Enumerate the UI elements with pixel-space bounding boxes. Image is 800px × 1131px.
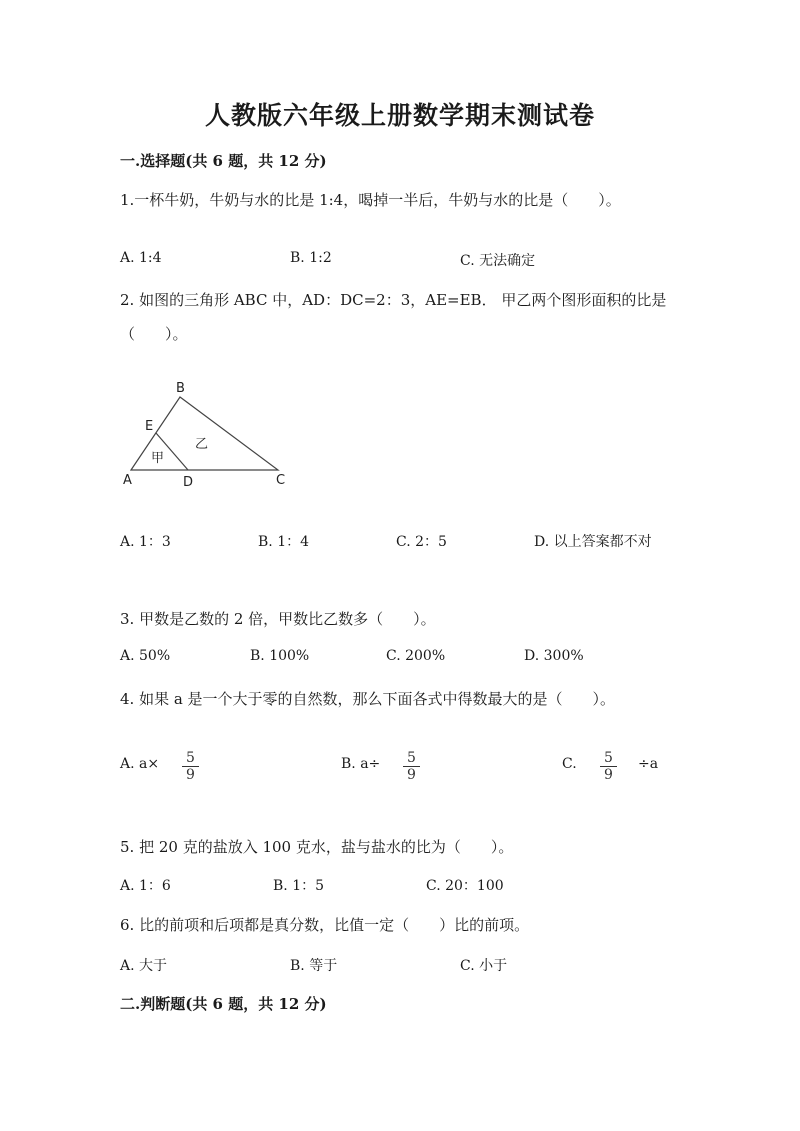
- section-heading-choice: 一.选择题(共 6 题，共 12 分): [120, 152, 327, 170]
- label-d: D: [183, 475, 194, 490]
- page-title: 人教版六年级上册数学期末测试卷: [204, 101, 595, 130]
- question-4-option-c-suffix: ÷a: [638, 756, 659, 772]
- question-6-option-c: C. 小于: [460, 958, 508, 974]
- question-5-option-a: A. 1：6: [120, 878, 171, 894]
- triangle-figure: [115, 372, 300, 492]
- question-3-option-d: D. 300%: [524, 648, 584, 664]
- question-6-option-a: A. 大于: [120, 958, 168, 974]
- question-5-option-c: C. 20：100: [426, 878, 504, 894]
- question-1-option-b: B. 1:2: [290, 250, 332, 266]
- question-4-option-a-prefix: A. a×: [120, 756, 160, 772]
- question-1-text: 1.一杯牛奶，牛奶与水的比是 1:4，喝掉一半后，牛奶与水的比是（ ）。: [120, 191, 621, 209]
- question-3-text: 3. 甲数是乙数的 2 倍，甲数比乙数多（ ）。: [120, 610, 436, 628]
- question-4-text: 4. 如果 a 是一个大于零的自然数，那么下面各式中得数最大的是（ ）。: [120, 690, 616, 708]
- label-e: E: [145, 419, 154, 434]
- label-yi: 乙: [195, 437, 209, 452]
- fraction-numerator: 5: [600, 750, 617, 767]
- question-3-option-a: A. 50%: [120, 648, 171, 664]
- question-4-option-b-prefix: B. a÷: [341, 756, 381, 772]
- label-c: C: [276, 473, 286, 488]
- fraction-denominator: 9: [407, 767, 416, 783]
- question-3-option-b: B. 100%: [250, 648, 310, 664]
- question-1-option-a: A. 1:4: [120, 250, 162, 266]
- label-jia: 甲: [151, 451, 165, 466]
- question-5-option-b: B. 1：5: [273, 878, 325, 894]
- question-2-text-line1: 2. 如图的三角形 ABC 中，AD：DC=2：3，AE=EB． 甲乙两个图形面积的比是: [120, 291, 667, 309]
- question-4-option-b-fraction: [403, 750, 420, 783]
- question-6-text: 6. 比的前项和后项都是真分数，比值一定（ ）比的前项。: [120, 916, 530, 934]
- question-3-option-c: C. 200%: [386, 648, 446, 664]
- question-1-option-c: C. 无法确定: [460, 253, 536, 269]
- fraction-numerator: 5: [403, 750, 420, 767]
- fraction-denominator: 9: [186, 767, 195, 783]
- label-b: B: [176, 381, 185, 396]
- fraction-denominator: 9: [604, 767, 613, 783]
- question-2-option-c: C. 2：5: [396, 534, 447, 550]
- question-5-text: 5. 把 20 克的盐放入 100 克水，盐与盐水的比为（ ）。: [120, 838, 514, 856]
- question-2-option-d: D. 以上答案都不对: [534, 534, 652, 550]
- section-heading-judgment: 二.判断题(共 6 题，共 12 分): [120, 995, 327, 1013]
- question-4-option-c-fraction: [600, 750, 617, 783]
- label-a: A: [123, 473, 132, 488]
- question-2-option-b: B. 1：4: [258, 534, 310, 550]
- question-4-option-a-fraction: [182, 750, 199, 783]
- question-2-text-line2: （ ）。: [120, 325, 188, 343]
- fraction-numerator: 5: [182, 750, 199, 767]
- question-4-option-c-prefix: C.: [562, 756, 577, 772]
- question-6-option-b: B. 等于: [290, 958, 338, 974]
- question-2-option-a: A. 1：3: [120, 534, 171, 550]
